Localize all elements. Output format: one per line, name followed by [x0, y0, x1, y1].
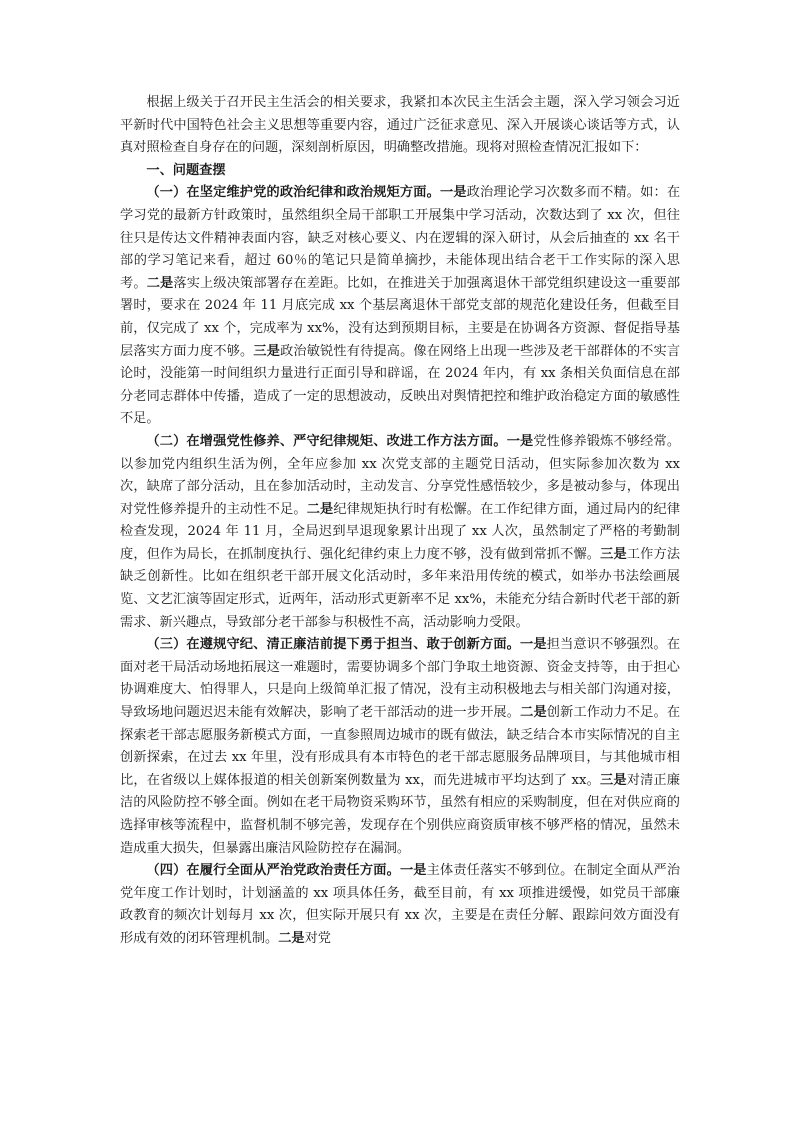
- subsection-heading: （四）在履行全面从严治党政治责任方面。: [146, 863, 400, 879]
- subsection-heading: （二）在增强党性修养、严守纪律规矩、改进工作方法方面。: [146, 433, 507, 449]
- section-heading: 一、问题查摆: [146, 162, 226, 178]
- subsection-heading: （一）在坚定维护党的政治纪律和政治规矩方面。: [146, 185, 440, 201]
- body-paragraph: [120, 431, 680, 634]
- point-text: 担当意识不够强烈。在面对老干局活动场地拓展这一难题时，需要协调多个部门争取土地资源、资金支持等，由于担心协调难度大、怕得罪人，只是向上级简单汇报了情况，没有主动积极地去与相关部门沟通对接，导致场地问题迟迟未能有效解决，影响了老干部活动的进一步开展。: [120, 637, 681, 721]
- point-lead: 一是: [439, 185, 467, 201]
- body-paragraph: [120, 860, 680, 950]
- body-paragraph: [120, 634, 680, 860]
- point-text: 党性修养锻炼不够经常。以参加党内组织生活为例，全年应参加 xx 次党支部的主题党日活动，但实际参加次数为 xx 次，缺席了部分活动，且在参加活动时，主动发言、分享党性感悟较少，多是被动参与，体现出对党性修养提升的主动性不足。: [120, 433, 681, 517]
- point-lead: 二是: [520, 705, 547, 721]
- point-text: 政治理论学习次数多而不精。如：在学习党的最新方针政策时，虽然组织全局干部职工开展集中学习活动，次数达到了 xx 次，但往往只是传达文件精神表面内容，缺乏对核心要义、内在逻辑的深入研讨，从会后抽查的 xx 名干部的学习笔记来看，超过 60％的笔记只是简单摘抄，未能体现出结合老干工作实际的深入思考。: [120, 185, 681, 291]
- point-lead: 一是: [506, 433, 534, 449]
- point-lead: 二是: [146, 275, 174, 291]
- point-lead: 三是: [253, 343, 281, 359]
- intro-paragraph: 根据上级关于召开民主生活会的相关要求，我紧扣本次民主生活会主题，深入学习领会习近平新时代中国特色社会主义思想等重要内容，通过广泛征求意见、深入开展谈心谈话等方式，认真对照检查自身存在的问题，深刻剖析原因，明确整改措施。现将对照检查情况汇报如下：: [120, 95, 680, 156]
- point-lead: 二是: [306, 501, 334, 517]
- point-text: 政治敏锐性有待提高。像在网络上出现一些涉及老干部群体的不实言论时，没能第一时间组织力量进行正面引导和辟谣，在 2024 年内，有 xx 条相关负面信息在部分老同志群体中传播，造成了一定的思想波动，反映出对舆情把控和维护政治稳定方面的敏感性不足。: [120, 343, 681, 427]
- point-text: 落实上级决策部署存在差距。比如，在推进关于加强离退休干部党组织建设这一重要部署时，要求在 2024 年 11 月底完成 xx 个基层离退休干部党支部的规范化建设任务，但截至目前，仅完成了 xx 个，完成率为 xx%，没有达到预期目标，主要是在协调各方资源、督促指导基层落实方面力度不够。: [120, 275, 681, 359]
- point-lead: 一是: [399, 863, 427, 879]
- point-text: 对党: [304, 930, 331, 946]
- point-lead: 二是: [278, 930, 305, 946]
- document-page: [120, 92, 680, 951]
- point-text: 主体责任落实不够到位。在制定全面从严治党年度工作计划时，计划涵盖的 xx 项具体任务，截至目前，有 xx 项推进缓慢，如党员干部廉政教育的频次计划每月 xx 次，但实际开展只有 xx 次，主要是在责任分解、跟踪问效方面没有形成有效的闭环管理机制。: [120, 863, 681, 946]
- point-text: 工作方法缺乏创新性。比如在组织老干部开展文化活动时，多年来沿用传统的模式，如举办书法绘画展览、文艺汇演等固定形式，近两年，活动形式更新率不足 xx%，未能充分结合新时代老干部的新需求、新兴趣点，导致部分老干部参与积极性不高，活动影响力受限。: [120, 546, 681, 630]
- point-lead: 三是: [599, 772, 627, 788]
- point-text: 创新工作动力不足。在探索老干部志愿服务新模式方面，一直参照周边城市的既有做法，缺乏结合本市实际情况的自主创新探索，在过去 xx 年里，没有形成具有本市特色的老干部志愿服务品牌项目，与其他城市相比，在省级以上媒体报道的相关创新案例数量为 xx，而先进城市平均达到了 xx。: [120, 705, 681, 788]
- point-text: 对清正廉洁的风险防控不够全面。例如在老干局物资采购环节，虽然有相应的采购制度，但在对供应商的选择审核等流程中，监督机制不够完善，发现存在个别供应商资质审核不够严格的情况，虽然未造成重大损失，但暴露出廉洁风险防控存在漏洞。: [120, 772, 680, 856]
- body-paragraph: [120, 182, 680, 431]
- point-lead: 三是: [600, 546, 627, 562]
- point-lead: 一是: [520, 637, 547, 653]
- point-text: 纪律规矩执行时有松懈。在工作纪律方面，通过局内的纪律检查发现，2024 年 11 月，全局迟到早退现象累计出现了 xx 人次，虽然制定了严格的考勤制度，但作为局长，在抓制度执行、强化纪律约束上力度不够，没有做到常抓不懈。: [120, 501, 681, 562]
- subsection-heading: （三）在遵规守纪、清正廉洁前提下勇于担当、敢于创新方面。: [146, 637, 521, 653]
